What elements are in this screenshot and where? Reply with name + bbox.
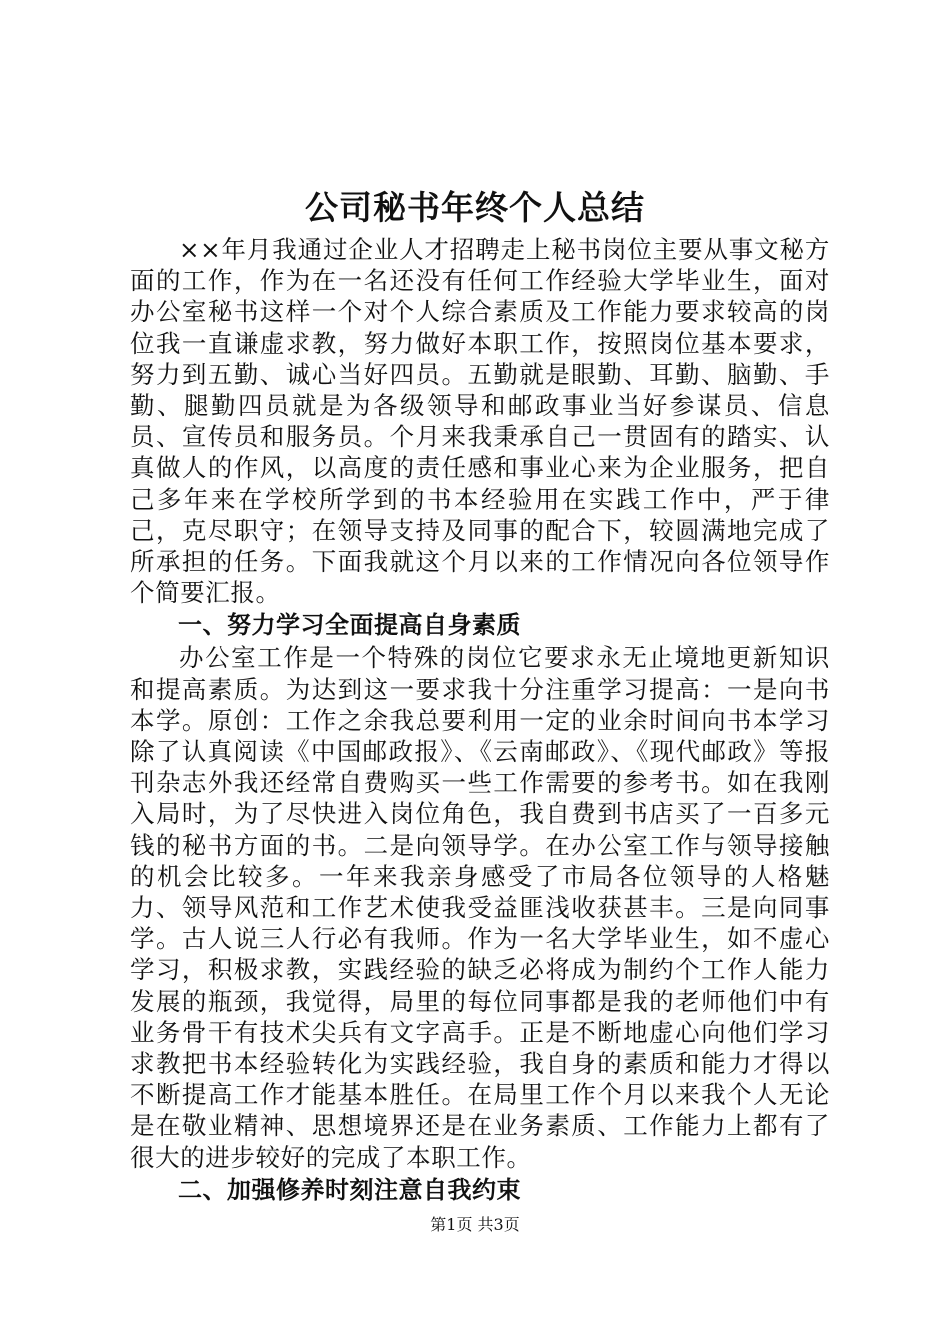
document-body: [130, 234, 830, 1207]
section-heading-2: 二、加强修养时刻注意自我约束: [178, 1175, 521, 1204]
paragraph-section-1: 办公室工作是一个特殊的岗位它要求永无止境地更新知识和提高素质。为达到这一要求我十分注重学习提高：一是向书本学。原创：工作之余我总要利用一定的业余时间向书本学习除了认真阅读《中国邮政报》、《云南邮政》、《现代邮政》等报刊杂志外我还经常自费购买一些工作需要的参考书。如在我刚入局时，为了尽快进入岗位角色，我自费到书店买了一百多元钱的秘书方面的书。二是向领导学。在办公室工作与领导接触的机会比较多。一年来我亲身感受了市局各位领导的人格魅力、领导风范和工作艺术使我受益匪浅收获甚丰。三是向同事学。古人说三人行必有我师。作为一名大学毕业生，如不虚心学习，积极求教，实践经验的缺乏必将成为制约个工作人能力发展的瓶颈，我觉得，局里的每位同事都是我的老师他们中有业务骨干有技术尖兵有文字高手。正是不断地虚心向他们学习求教把书本经验转化为实践经验，我自身的素质和能力才得以不断提高工作才能基本胜任。在局里工作个月以来我个人无论是在敬业精神、思想境界还是在业务素质、工作能力上都有了很大的进步较好的完成了本职工作。: [130, 643, 830, 1172]
paragraph-intro: ××年月我通过企业人才招聘走上秘书岗位主要从事文秘方面的工作，作为在一名还没有任何工作经验大学毕业生，面对办公室秘书这样一个对个人综合素质及工作能力要求较高的岗位我一直谦虚求教，努力做好本职工作，按照岗位基本要求，努力到五勤、诚心当好四员。五勤就是眼勤、耳勤、脑勤、手勤、腿勤四员就是为各级领导和邮政事业当好参谋员、信息员、宣传员和服务员。个月来我秉承自己一贯固有的踏实、认真做人的作风，以高度的责任感和事业心来为企业服务，把自己多年来在学校所学到的书本经验用在实践工作中，严于律己，克尽职守；在领导支持及同事的配合下，较圆满地完成了所承担的任务。下面我就这个月以来的工作情况向各位领导作个简要汇报。: [130, 235, 830, 608]
section-heading-1: 一、努力学习全面提高自身素质: [178, 611, 521, 640]
page-number-footer: 第1页 共3页: [430, 1215, 520, 1234]
document-title: 公司秘书年终个人总结: [305, 188, 645, 227]
